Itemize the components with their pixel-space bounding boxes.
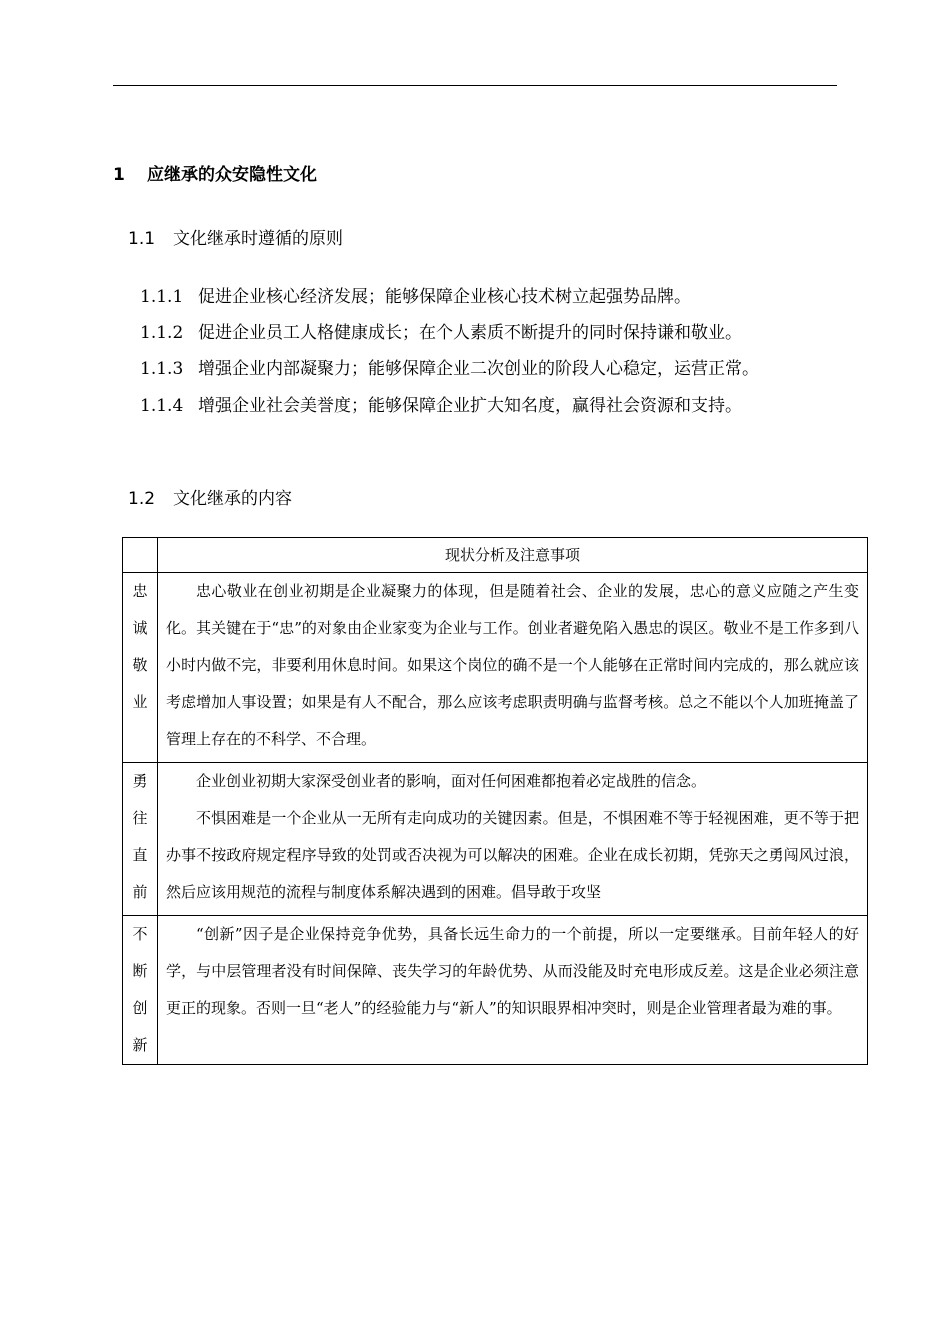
table-row	[123, 916, 868, 1065]
row-paragraph: 忠心敬业在创业初期是企业凝聚力的体现，但是随着社会、企业的发展，忠心的意义应随之产生变化。其关键在于“忠”的对象由企业家变为企业与工作。创业者避免陷入愚忠的误区。敬业不是工作多到八小时内做不完，非要利用休息时间。如果这个岗位的确不是一个人能够在正常时间内完成的，那么就应该考虑增加人事设置；如果是有人不配合，那么应该考虑职责明确与监督考核。总之不能以个人加班掩盖了管理上存在的不科学、不合理。	[166, 582, 859, 748]
label-char: 创	[132, 999, 148, 1017]
label-char: 敬	[132, 656, 148, 674]
principle-item	[140, 318, 742, 343]
heading-1	[113, 160, 317, 185]
principle-text: 增强企业社会美誉度；能够保障企业扩大知名度，赢得社会资源和支持。	[198, 396, 742, 416]
heading-1-1-text: 文化继承时遵循的原则	[173, 229, 343, 249]
top-rule	[113, 85, 837, 86]
table-corner-cell	[123, 538, 158, 573]
table-header-row	[123, 538, 868, 573]
label-char: 新	[132, 1036, 148, 1054]
table-header: 现状分析及注意事项	[158, 538, 868, 573]
principle-number: 1.1.2	[140, 323, 184, 343]
row-content	[158, 916, 868, 1065]
principle-item	[140, 391, 742, 416]
heading-1-number: 1	[113, 165, 125, 185]
principle-item	[140, 354, 759, 379]
heading-1-1	[128, 224, 343, 249]
label-char: 诚	[132, 619, 148, 637]
row-label	[123, 763, 158, 916]
principle-number: 1.1.4	[140, 396, 184, 416]
principle-number: 1.1.3	[140, 359, 184, 379]
label-char: 勇	[132, 772, 148, 790]
heading-1-2	[128, 484, 292, 509]
label-char: 前	[132, 883, 148, 901]
label-char: 忠	[132, 582, 148, 600]
row-content	[158, 763, 868, 916]
row-label	[123, 916, 158, 1065]
row-label	[123, 573, 158, 763]
principle-text: 促进企业员工人格健康成长；在个人素质不断提升的同时保持谦和敬业。	[198, 323, 742, 343]
label-char: 断	[132, 962, 148, 980]
heading-1-text: 应继承的众安隐性文化	[147, 165, 317, 185]
row-paragraph: 企业创业初期大家深受创业者的影响，面对任何困难都抱着必定战胜的信念。	[196, 772, 707, 790]
principle-text: 增强企业内部凝聚力；能够保障企业二次创业的阶段人心稳定，运营正常。	[198, 359, 759, 379]
row-paragraph: 不惧困难是一个企业从一无所有走向成功的关键因素。但是，不惧困难不等于轻视困难，更不等于把办事不按政府规定程序导致的处罚或否决视为可以解决的困难。企业在成长初期，凭弥天之勇闯风过浪，然后应该用规范的流程与制度体系解决遇到的困难。倡导敢于攻坚	[166, 809, 859, 901]
label-char: 业	[132, 693, 148, 711]
heading-1-1-number: 1.1	[128, 229, 156, 249]
culture-table	[122, 537, 868, 1065]
principle-number: 1.1.1	[140, 287, 184, 307]
heading-1-2-number: 1.2	[128, 489, 156, 509]
label-char: 不	[132, 925, 148, 943]
principle-item	[140, 282, 691, 307]
table-row	[123, 573, 868, 763]
label-char: 往	[132, 809, 148, 827]
row-content	[158, 573, 868, 763]
principle-text: 促进企业核心经济发展；能够保障企业核心技术树立起强势品牌。	[198, 287, 691, 307]
table-row	[123, 763, 868, 916]
label-char: 直	[132, 846, 148, 864]
row-paragraph: “创新”因子是企业保持竞争优势，具备长远生命力的一个前提，所以一定要继承。目前年轻人的好学，与中层管理者没有时间保障、丧失学习的年龄优势、从而没能及时充电形成反差。这是企业必须注意更正的现象。否则一旦“老人”的经验能力与“新人”的知识眼界相冲突时，则是企业管理者最为难的事。	[166, 925, 859, 1017]
heading-1-2-text: 文化继承的内容	[173, 489, 292, 509]
